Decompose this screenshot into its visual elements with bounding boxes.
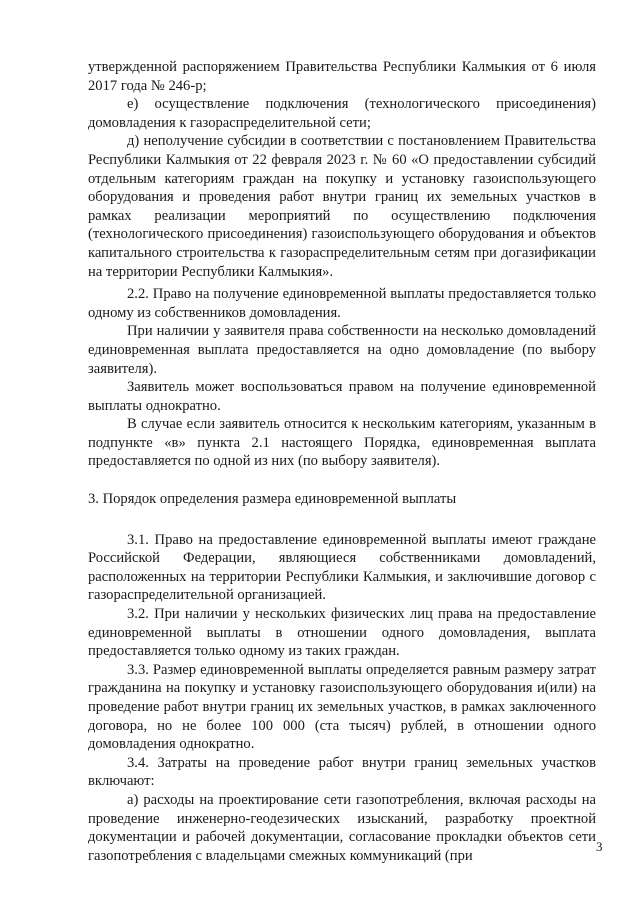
paragraph-3-2: 3.2. При наличии у нескольких физических лиц права на предоставление единовременной выплаты в отношении одного домовладения, выплата предоставляется только одному из таких граждан. bbox=[88, 606, 596, 660]
paragraph-continuation: утвержденной распоряжением Правительства Республики Калмыкия от 6 июля 2017 года № 246-р; bbox=[88, 59, 596, 94]
paragraph-3-4: 3.4. Затраты на проведение работ внутри границ земельных участков включают: bbox=[88, 754, 596, 790]
paragraph-item-e: е) осуществление подключения (технологического присоединения) домовладения к газораспределительной сети; bbox=[88, 96, 596, 131]
paragraph-3-3: 3.3. Размер единовременной выплаты определяется равным размеру затрат гражданина на покупку и установку газоиспользующего оборудования и(или) на проведение работ внутри границ их земельных участков, в рамках заключенного договора, но не более 100 000 (ста тысяч) рублей, в отношении одного домовладения однократно. bbox=[88, 661, 596, 753]
paragraph-item-d: д) неполучение субсидии в соответствии с постановлением Правительства Республики Калмыкия от 22 февраля 2023 г. № 60 «О предоставлении субсидий отдельным категориям граждан на покупку и установку газоиспользующего оборудования и проведения работ внутри границ их земельных участков в рамках реализации мероприятий по осуществлению подключения (технологического присоединения) газоиспользующего оборудования и объектов капитального строительства к газораспределительным сетям при догазификации на территории Республики Калмыкия». bbox=[88, 133, 596, 280]
section-3-heading: 3. Порядок определения размера единовременной выплаты bbox=[88, 491, 457, 508]
paragraph-2-2: 2.2. Право на получение единовременной выплаты предоставляется только одному из собственников домовладения. bbox=[88, 286, 596, 321]
page-number: 3 bbox=[596, 839, 603, 854]
paragraph-multiple-ownership: При наличии у заявителя права собственности на несколько домовладений единовременная выплата предоставляется на одно домовладение (по выбору заявителя). bbox=[88, 323, 596, 377]
paragraph-multiple-categories: В случае если заявитель относится к нескольким категориям, указанным в подпункте «в» пункта 2.1 настоящего Порядка, единовременная выплата предоставляется по одной из них (по выбору заявителя). bbox=[88, 416, 596, 470]
paragraph-item-a: а) расходы на проектирование сети газопотребления, включая расходы на проведение инженерно-геодезических изысканий, разработку проектной документации и рабочей документации, согласование прокладки объектов сети газопотребления с владельцами смежных коммуникаций (при bbox=[88, 791, 596, 864]
paragraph-one-time-right: Заявитель может воспользоваться правом на получение единовременной выплаты однократно. bbox=[88, 379, 596, 414]
paragraph-3-1: 3.1. Право на предоставление единовременной выплаты имеют граждане Российской Федерации, являющиеся собственниками домовладений, расположенных на территории Республики Калмыкия, и заключившие договор с газораспределительной организацией. bbox=[88, 531, 596, 604]
document-body bbox=[88, 58, 596, 865]
